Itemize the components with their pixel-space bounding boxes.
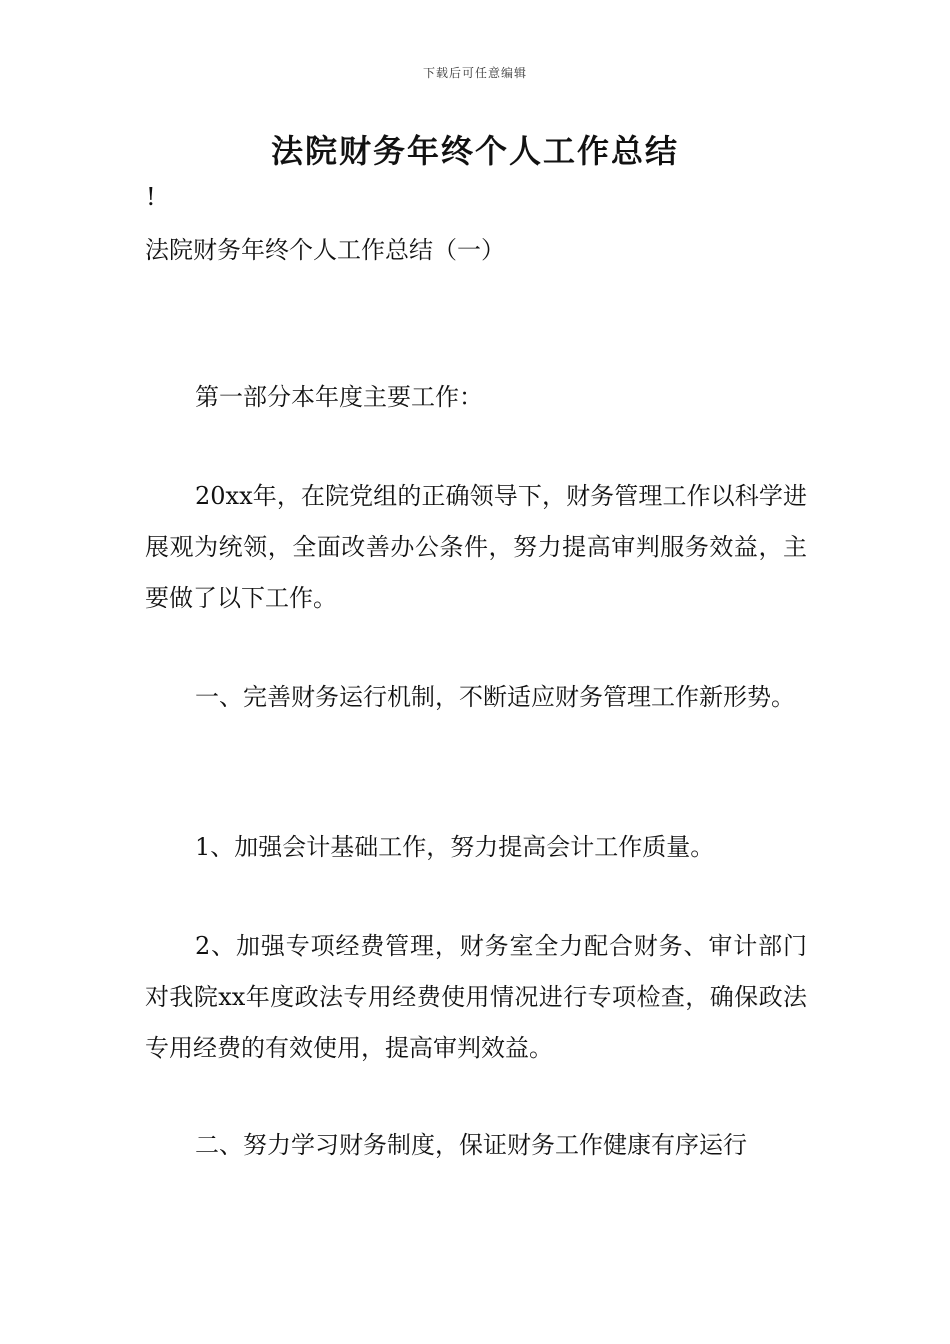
document-title: 法院财务年终个人工作总结 (270, 132, 679, 170)
exclamation-mark: ! (146, 183, 156, 211)
header-note: 下载后可任意编辑 (422, 66, 527, 80)
paragraph-part-one-heading: 第一部分本年度主要工作： (195, 383, 483, 411)
paragraph-section-two: 二、努力学习财务制度，保证财务工作健康有序运行 (195, 1131, 747, 1159)
paragraph-item-two: 2、加强专项经费管理，财务室全力配合财务、审计部门对我院xx年度政法专用经费使用情况进行专项检查，确保政法专用经费的有效使用，提高审判效益。 (145, 932, 807, 1062)
section-subtitle: 法院财务年终个人工作总结（一） (145, 236, 505, 264)
paragraph-section-one: 一、完善财务运行机制，不断适应财务管理工作新形势。 (195, 683, 795, 711)
paragraph-item-one: 1、加强会计基础工作，努力提高会计工作质量。 (195, 833, 715, 861)
paragraph-intro: 20xx年，在院党组的正确领导下，财务管理工作以科学进展观为统领，全面改善办公条件，努力提高审判服务效益，主要做了以下工作。 (145, 482, 807, 612)
